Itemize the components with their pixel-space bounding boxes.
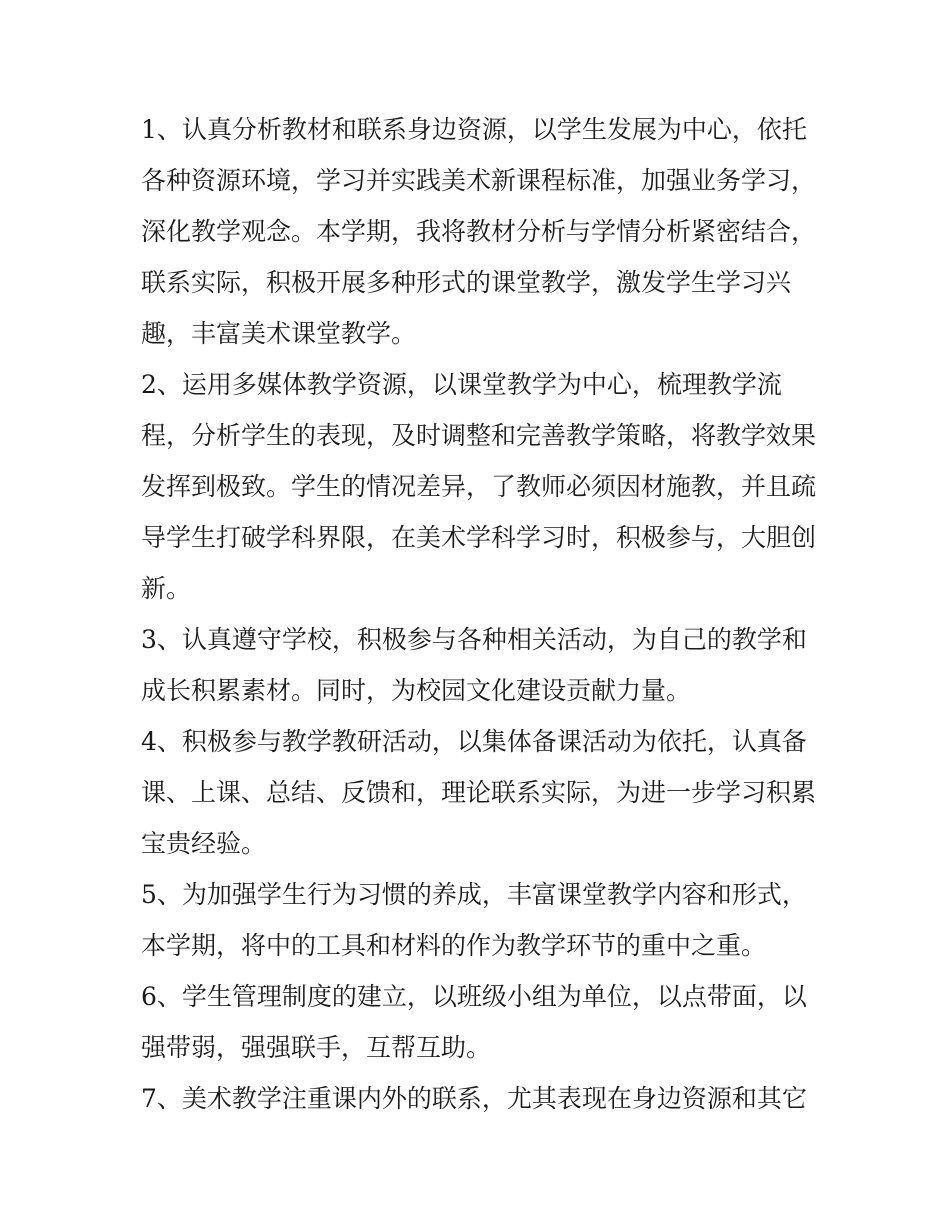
text-line: 发挥到极致。学生的情况差异，了教师必须因材施教，并且疏: [141, 472, 817, 501]
text-line: 宝贵经验。: [141, 829, 267, 858]
text-line: 强带弱，强强联手，互帮互助。: [141, 1033, 492, 1062]
text-line: 6、学生管理制度的建立，以班级小组为单位，以点带面，以: [141, 982, 807, 1011]
text-line: 成长积累素材。同时，为校园文化建设贡献力量。: [141, 676, 692, 705]
text-line: 7、美术教学注重课内外的联系，尤其表现在身边资源和其它: [141, 1084, 807, 1113]
text-line: 各种资源环境，学习并实践美术新课程标准，加强业务学习，: [141, 166, 817, 195]
text-line: 1、认真分析教材和联系身边资源，以学生发展为中心，依托: [141, 115, 807, 144]
text-line: 趣，丰富美术课堂教学。: [141, 319, 417, 348]
text-line: 课、上课、总结、反馈和，理论联系实际，为进一步学习积累: [141, 778, 817, 807]
text-line: 联系实际，积极开展多种形式的课堂教学，激发学生学习兴: [141, 268, 792, 297]
text-line: 本学期，将中的工具和材料的作为教学环节的重中之重。: [141, 931, 767, 960]
document-body: [141, 104, 821, 1124]
text-line: 3、认真遵守学校，积极参与各种相关活动，为自己的教学和: [141, 625, 807, 654]
text-line: 深化教学观念。本学期，我将教材分析与学情分析紧密结合，: [141, 217, 817, 246]
text-line: 导学生打破学科界限，在美术学科学习时，积极参与，大胆创: [141, 523, 817, 552]
text-line: 4、积极参与教学教研活动，以集体备课活动为依托，认真备: [141, 727, 807, 756]
text-line: 程，分析学生的表现，及时调整和完善教学策略，将教学效果: [141, 421, 817, 450]
text-line: 5、为加强学生行为习惯的养成，丰富课堂教学内容和形式，: [141, 880, 807, 909]
text-line: 2、运用多媒体教学资源，以课堂教学为中心，梳理教学流: [141, 370, 782, 399]
text-line: 新。: [141, 574, 192, 603]
